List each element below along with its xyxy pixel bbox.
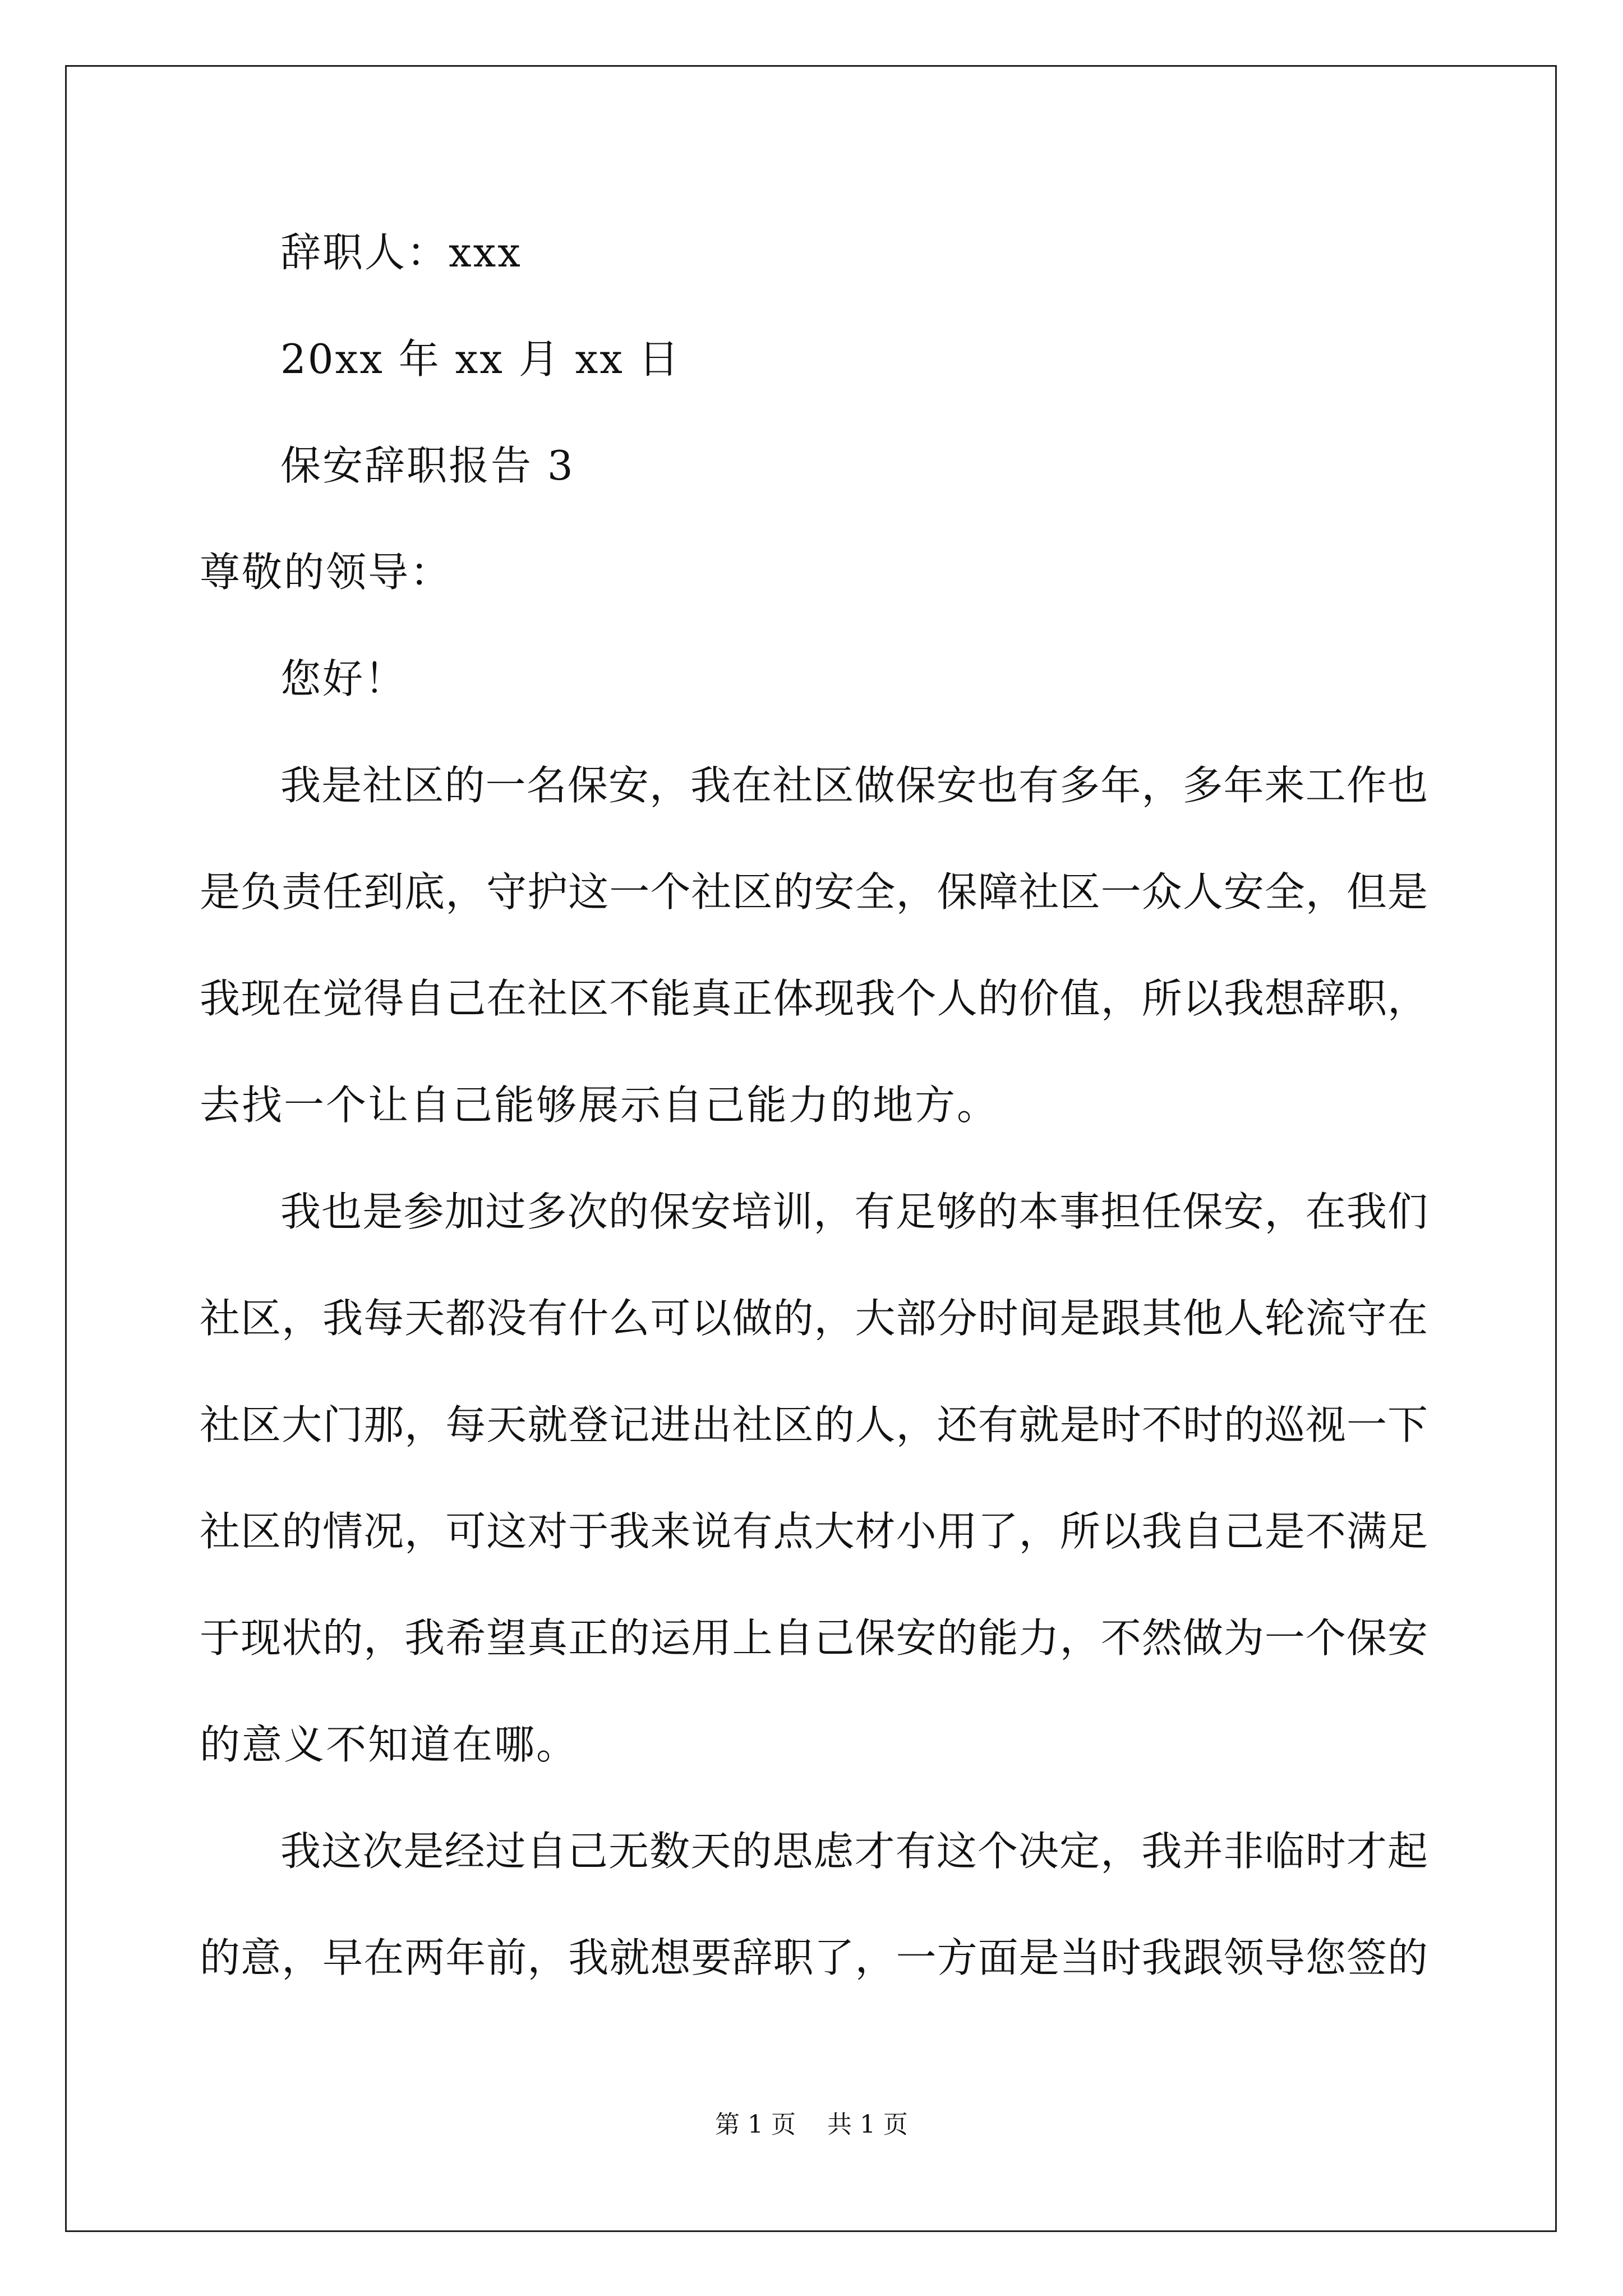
paragraph-1-line: 去找一个让自己能够展示自己能力的地方。 xyxy=(200,1082,999,1129)
page-footer xyxy=(0,2108,1623,2142)
paragraph-3-line: 我这次是经过自己无数天的思虑才有这个决定，我并非临时才起 xyxy=(280,1828,1428,1875)
paragraph-1-line: 我现在觉得自己在社区不能真正体现我个人的价值，所以我想辞职， xyxy=(200,975,1428,1022)
date-line: 20xx 年 xx 月 xx 日 xyxy=(280,335,681,383)
paragraph-1-line: 是负责任到底，守护这一个社区的安全，保障社区一众人安全，但是 xyxy=(200,868,1428,915)
salutation: 尊敬的领导： xyxy=(200,549,453,596)
paragraph-2-line: 社区，我每天都没有什么可以做的，大部分时间是跟其他人轮流守在 xyxy=(200,1295,1428,1342)
greeting: 您好！ xyxy=(280,655,407,702)
page-border xyxy=(65,65,1557,2232)
paragraph-1-line: 我是社区的一名保安，我在社区做保安也有多年，多年来工作也 xyxy=(280,762,1428,809)
paragraph-2-line: 的意义不知道在哪。 xyxy=(200,1721,579,1768)
page-number: 第 1 页 xyxy=(715,2110,796,2139)
paragraph-2-line: 于现状的，我希望真正的运用上自己保安的能力，不然做为一个保安 xyxy=(200,1614,1428,1662)
paragraph-2-line: 社区大门那，每天就登记进出社区的人，还有就是时不时的巡视一下 xyxy=(200,1401,1428,1448)
paragraph-3-line: 的意，早在两年前，我就想要辞职了，一方面是当时我跟领导您签的 xyxy=(200,1934,1428,1981)
report-title: 保安辞职报告 3 xyxy=(280,442,575,489)
resigner-line: 辞职人：xxx xyxy=(280,229,522,276)
page-total: 共 1 页 xyxy=(827,2110,908,2139)
paragraph-2-line: 我也是参加过多次的保安培训，有足够的本事担任保安，在我们 xyxy=(280,1188,1428,1235)
paragraph-2-line: 社区的情况，可这对于我来说有点大材小用了，所以我自己是不满足 xyxy=(200,1508,1428,1555)
